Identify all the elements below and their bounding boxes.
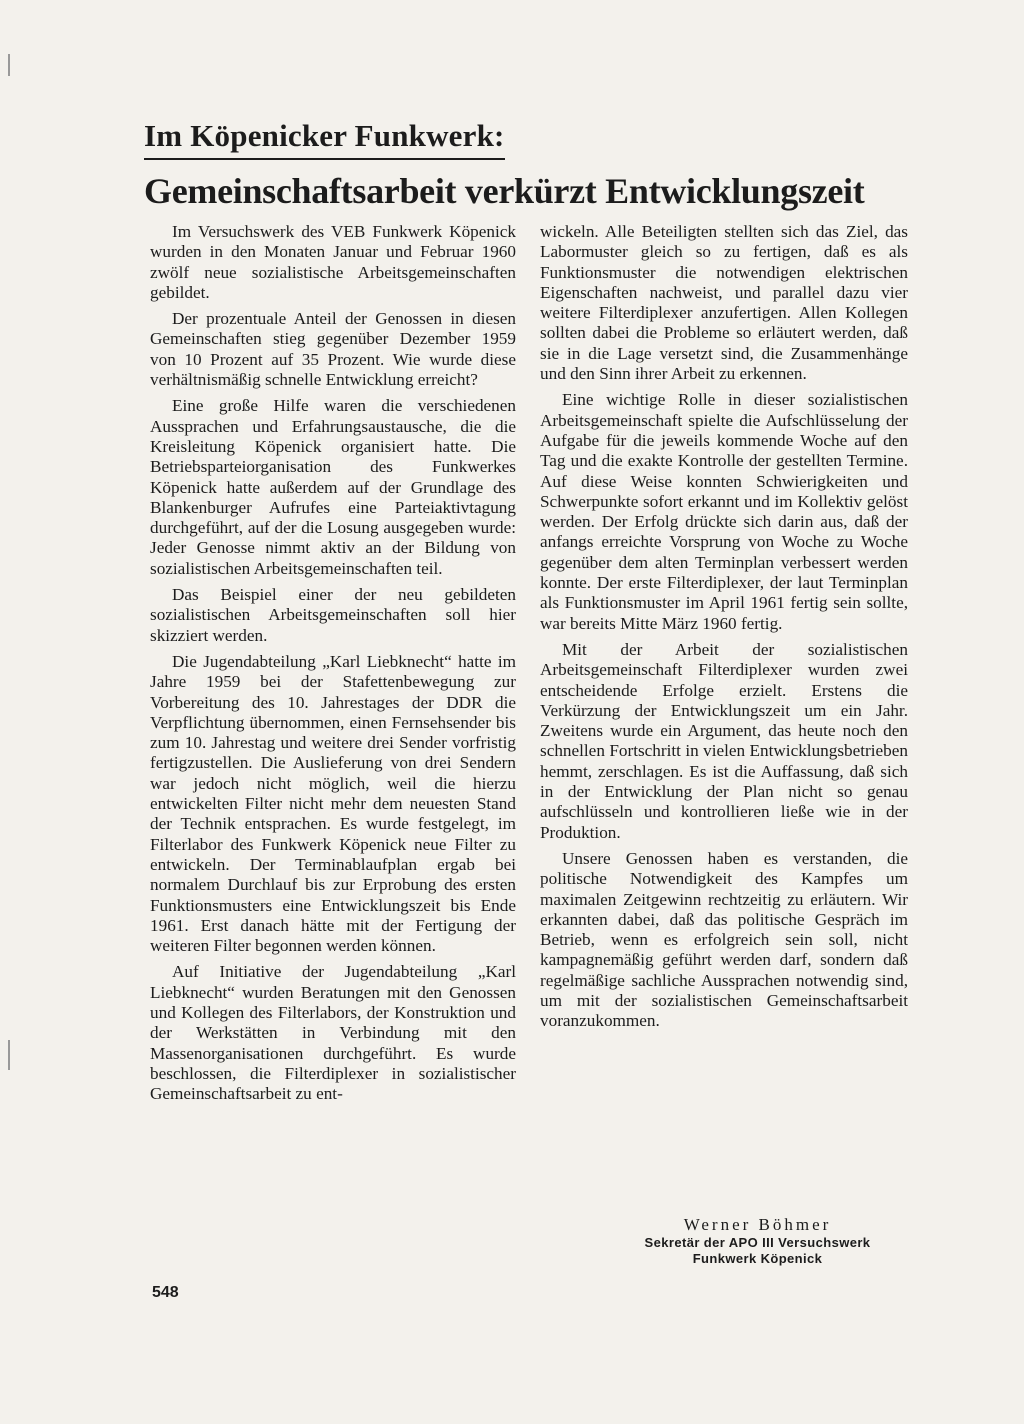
author-role: Sekretär der APO III Versuchswerk <box>644 1235 871 1250</box>
paragraph: Mit der Arbeit der sozialistischen Arbeitsgemeinschaft Filterdiplexer wurden zwei entscheidende Erfolge erzielt. Erstens die Verkürzung der Entwicklungszeit um ein Jahr. Zweitens wurde ein Argument, das heute noch den schnellen Fortschritt in vielen Entwicklungsbetrieben hemmt, zerschlagen. Es ist die Auffassung, daß sich in der Entwicklung der Plan nicht so genau aufschlüsseln und kontrollieren ließe wie in der Produktion. <box>540 639 908 842</box>
paragraph: Das Beispiel einer der neu gebildeten sozialistischen Arbeitsgemeinschaften soll hier skizziert werden. <box>150 585 516 645</box>
author-affiliation: Funkwerk Köpenick <box>692 1251 823 1266</box>
author-signature <box>600 1215 915 1267</box>
paragraph: Eine wichtige Rolle in dieser sozialistischen Arbeitsgemeinschaft spielte die Aufschlüsselung der Aufgabe für die jeweils kommende Woche auf den Tag und die exakte Kontrolle der gestellten Termine. Auf diese Weise konnten Schwierigkeiten und Schwerpunkte sofort erkannt und im Kollektiv gelöst werden. Der Erfolg drückte sich darin aus, daß der anfangs erreichte Vorsprung von Woche zu Woche gegenüber dem alten Terminplan verbessert werden konnte. Der erste Filterdiplexer, der laut Terminplan als Funktionsmuster im April 1961 fertig sein sollte, war bereits Mitte März 1960 fertig. <box>540 390 908 633</box>
paragraph: Die Jugendabteilung „Karl Liebknecht“ hatte im Jahre 1959 bei der Stafettenbewegung zur Vorbereitung des 10. Jahrestages der DDR die Verpflichtung übernommen, einen Fernsehsender bis zum 10. Jahrestag und weitere drei Sender vorfristig fertigzustellen. Die Auslieferung von drei Sendern war jedoch nicht möglich, weil die hierzu entwickelten Filter nicht mehr dem neuesten Stand der Technik entsprachen. Es wurde festgelegt, im Filterlabor des Funkwerk Köpenick neue Filter zu entwickeln. Der Terminablaufplan ergab bei normalem Durchlauf bis zur Erprobung des ersten Funktionsmusters eine Entwicklungszeit bis Ende 1961. Erst danach hätte mit der Fertigung der weiteren Filter begonnen werden können. <box>150 651 516 956</box>
scan-mark <box>8 1040 10 1070</box>
author-name: Werner Böhmer <box>683 1215 832 1234</box>
paragraph: Der prozentuale Anteil der Genossen in diesen Gemeinschaften stieg gegenüber Dezember 1959 von 10 Prozent auf 35 Prozent. Wie wurde diese verhältnismäßig schnelle Entwicklung erreicht? <box>150 309 516 390</box>
paragraph: Im Versuchswerk des VEB Funkwerk Köpenick wurden in den Monaten Januar und Februar 1960 zwölf neue sozialistische Arbeitsgemeinschaften gebildet. <box>150 222 516 302</box>
paragraph: Auf Initiative der Jugendabteilung „Karl Liebknecht“ wurden Beratungen mit den Genossen und Kollegen des Filterlabors, der Konstruktion und der Werkstätten in Verbindung mit den Massenorganisationen durchgeführt. Es wurde beschlossen, die Filterdiplexer in sozialistischer Gemeinschaftsarbeit zu ent- <box>150 962 516 1104</box>
scan-mark <box>8 54 10 76</box>
paragraph: Unsere Genossen haben es verstanden, die politische Notwendigkeit des Kampfes um maximalen Zeitgewinn rechtzeitig zu erläutern. Wir erkannten dabei, daß das politische Gespräch im Betrieb, wenn es erfolgreich sein soll, nicht kampagnemäßig geführt werden darf, sondern daß regelmäßige sachliche Aussprachen notwendig sind, um mit der sozialistischen Gemeinschaftsarbeit voranzukommen. <box>540 848 908 1031</box>
article-headline: Gemeinschaftsarbeit verkürzt Entwicklungszeit <box>144 171 865 211</box>
article-kicker: Im Köpenicker Funkwerk: <box>144 116 505 160</box>
paragraph: wickeln. Alle Beteiligten stellten sich das Ziel, das Labormuster gleich so zu fertigen, daß es als Funktionsmuster die notwendigen elektrischen Eigenschaften nachweist, und parallel dazu vier weitere Filterdiplexer anzufertigen. Allen Kollegen sollten dabei die Probleme so erläutert werden, daß sie in die Lage versetzt sind, die Zusammenhänge und den Sinn ihrer Arbeit zu erkennen. <box>540 222 908 384</box>
page-number: 548 <box>152 1284 179 1301</box>
paragraph: Eine große Hilfe waren die verschiedenen Aussprachen und Erfahrungsaustausche, die die Kreisleitung Köpenick organisiert hatte. Die Betriebsparteiorganisation des Funkwerkes Köpenick hatte außerdem auf der Grundlage des Blankenburger Aufrufes eine Parteiaktivtagung durchgeführt, auf der die Losung ausgegeben wurde: Jeder Genosse nimmt aktiv an der Bildung von sozialistischen Arbeitsgemeinschaften teil. <box>150 396 516 578</box>
right-column <box>540 222 908 1038</box>
left-column <box>150 222 516 1110</box>
